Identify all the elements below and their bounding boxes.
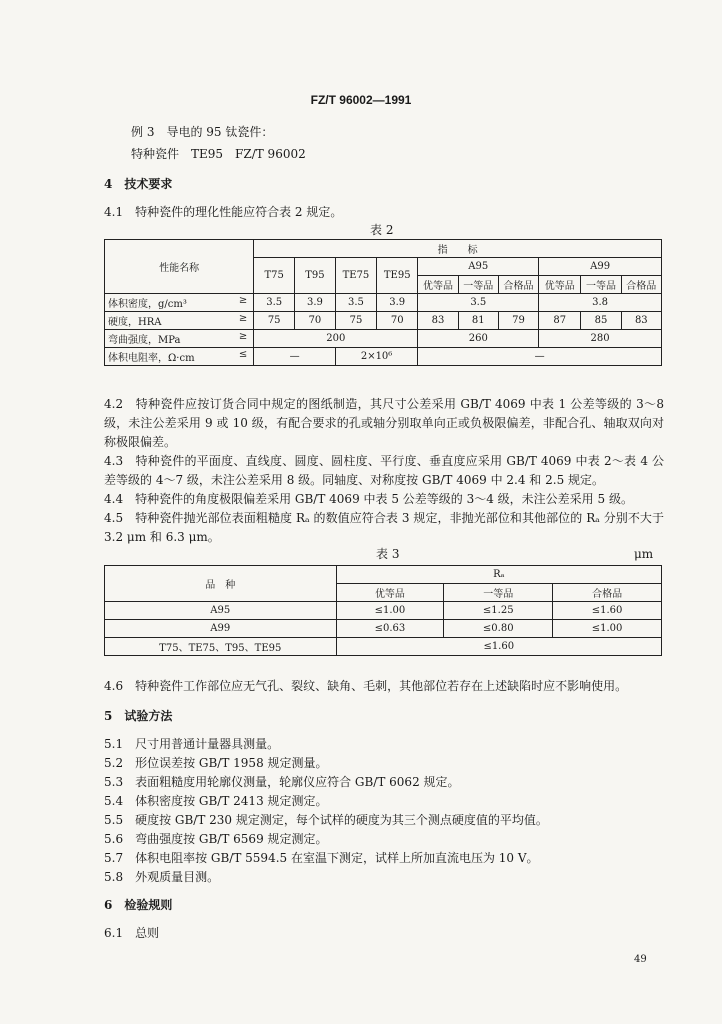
section-6-title: 6 检验规则 <box>104 898 173 912</box>
table-3 <box>104 565 662 656</box>
clause-5-item: 5.7 体积电阻率按 GB/T 5594.5 在室温下测定，试样上所加直流电压为 10 V。 <box>104 851 539 865</box>
table-cell: 3.5 <box>335 294 376 312</box>
row-label: A99 <box>105 620 337 638</box>
table-row <box>105 638 662 656</box>
clause-4-1: 4.1 特种瓷件的理化性能应符合表 2 规定。 <box>104 205 343 219</box>
row-label: T75、TE75、T95、TE95 <box>105 638 337 656</box>
clause-5-item: 5.4 体积密度按 GB/T 2413 规定测定。 <box>104 794 328 808</box>
table-2 <box>104 239 662 366</box>
row-label: A95 <box>105 602 337 620</box>
comparison-symbol: ≥ <box>238 295 248 306</box>
table-2-col-t75: T75 <box>254 258 295 294</box>
table-cell: 200 <box>254 330 418 348</box>
example-line-2: 特种瓷件 TE95 FZ/T 96002 <box>131 147 306 161</box>
section-5-title: 5 试验方法 <box>104 709 173 723</box>
table-2-col-a95: A95 <box>418 258 539 276</box>
table-cell: 79 <box>498 312 538 330</box>
table-cell: 3.5 <box>254 294 295 312</box>
clause-5-item: 5.8 外观质量目测。 <box>104 870 220 884</box>
table-2-grade: 一等品 <box>458 276 498 294</box>
table-cell: 83 <box>621 312 661 330</box>
table-3-caption: 表 3 <box>376 547 400 561</box>
comparison-symbol: ≥ <box>238 313 248 324</box>
table-cell: — <box>418 348 662 366</box>
table-2-grade: 合格品 <box>621 276 661 294</box>
clause-6-1: 6.1 总则 <box>104 926 160 940</box>
table-cell: — <box>254 348 336 366</box>
clause-4-3: 4.3 特种瓷件的平面度、直线度、圆度、圆柱度、平行度、垂直度应采用 GB/T 4069 中表 2～表 4 公差等级的 4～7 级，未注公差采用 8 级。同轴度、对称度按 GB/T 4069 中 2.4 和 2.5 规定。 <box>104 454 664 487</box>
table-2-grade: 合格品 <box>498 276 538 294</box>
table-2-property-header: 性能名称 <box>105 240 254 294</box>
table-cell: 3.9 <box>295 294 336 312</box>
comparison-symbol: ≤ <box>238 349 248 360</box>
page-number: 49 <box>634 954 647 965</box>
example-line-1: 例 3 导电的 95 钛瓷件： <box>131 125 274 139</box>
section-4-title: 4 技术要求 <box>104 177 173 191</box>
table-2-col-t95: T95 <box>295 258 336 294</box>
table-2-col-te75: TE75 <box>335 258 376 294</box>
table-cell: 280 <box>539 330 662 348</box>
table-cell: 83 <box>418 312 458 330</box>
row-label: 弯曲强度，MPa <box>108 335 181 346</box>
table-cell: 87 <box>539 312 581 330</box>
table-row <box>105 330 662 348</box>
clause-5-item: 5.5 硬度按 GB/T 230 规定测定，每个试样的硬度为其三个测点硬度值的平均值。 <box>104 813 548 827</box>
row-label: 体积电阻率，Ω·cm <box>108 353 195 364</box>
table-cell: 85 <box>581 312 621 330</box>
table-cell: ≤1.00 <box>336 602 444 620</box>
table-2-caption: 表 2 <box>370 223 394 237</box>
table-cell: ≤1.60 <box>336 638 661 656</box>
table-3-ra-header: Rₐ <box>336 566 661 584</box>
table-cell: ≤1.25 <box>444 602 553 620</box>
clause-4-6: 4.6 特种瓷件工作部位应无气孔、裂纹、缺角、毛刺，其他部位若存在上述缺陷时应不影响使用。 <box>104 679 628 693</box>
clause-4-5: 4.5 特种瓷件抛光部位表面粗糙度 Rₐ 的数值应符合表 3 规定，非抛光部位和其他部位的 Rₐ 分别不大于 3.2 μm 和 6.3 μm。 <box>104 511 664 544</box>
table-row <box>105 602 662 620</box>
row-label: 体积密度，g/cm³ <box>108 299 187 310</box>
clause-5-item: 5.6 弯曲强度按 GB/T 6569 规定测定。 <box>104 832 328 846</box>
table-3-grade: 优等品 <box>336 584 444 602</box>
table-cell: 3.5 <box>418 294 539 312</box>
table-3-variety-header: 品 种 <box>105 566 337 602</box>
table-cell: 70 <box>295 312 336 330</box>
table-cell: 2×10⁶ <box>335 348 418 366</box>
table-cell: ≤0.63 <box>336 620 444 638</box>
table-cell: 75 <box>254 312 295 330</box>
table-cell: 70 <box>377 312 418 330</box>
table-cell: 3.8 <box>539 294 662 312</box>
table-cell: ≤1.60 <box>553 602 662 620</box>
table-3-grade: 一等品 <box>444 584 553 602</box>
table-row <box>105 348 662 366</box>
table-row <box>105 620 662 638</box>
table-row <box>105 294 662 312</box>
comparison-symbol: ≥ <box>238 331 248 342</box>
clause-5-item: 5.3 表面粗糙度用轮廓仪测量，轮廓仪应符合 GB/T 6062 规定。 <box>104 775 460 789</box>
table-row <box>105 312 662 330</box>
table-3-unit: μm <box>634 547 654 561</box>
clause-4-4: 4.4 特种瓷件的角度极限偏差采用 GB/T 4069 中表 5 公差等级的 3～4 级，未注公差采用 5 级。 <box>104 492 633 506</box>
clause-5-item: 5.1 尺寸用普通计量器具测量。 <box>104 737 280 751</box>
table-2-col-a99: A99 <box>539 258 662 276</box>
table-cell: 75 <box>335 312 376 330</box>
table-2-col-te95: TE95 <box>377 258 418 294</box>
table-cell: 260 <box>418 330 539 348</box>
clause-5-item: 5.2 形位误差按 GB/T 1958 规定测量。 <box>104 756 328 770</box>
table-2-grade: 优等品 <box>539 276 581 294</box>
table-cell: 81 <box>458 312 498 330</box>
table-cell: ≤1.00 <box>553 620 662 638</box>
clause-4-2: 4.2 特种瓷件应按订货合同中规定的图纸制造，其尺寸公差采用 GB/T 4069 中表 1 公差等级的 3～8 级，未注公差采用 9 或 10 级，有配合要求的孔或轴分别取单向正或负极限偏差，非配合孔、轴取双向对称极限偏差。 <box>104 397 664 449</box>
page-header: FZ/T 96002—1991 <box>310 93 412 107</box>
table-2-index-header: 指 标 <box>254 240 662 258</box>
row-label: 硬度，HRA <box>108 317 162 328</box>
table-2-grade: 优等品 <box>418 276 458 294</box>
table-cell: ≤0.80 <box>444 620 553 638</box>
table-3-grade: 合格品 <box>553 584 662 602</box>
table-2-grade: 一等品 <box>581 276 621 294</box>
table-cell: 3.9 <box>377 294 418 312</box>
